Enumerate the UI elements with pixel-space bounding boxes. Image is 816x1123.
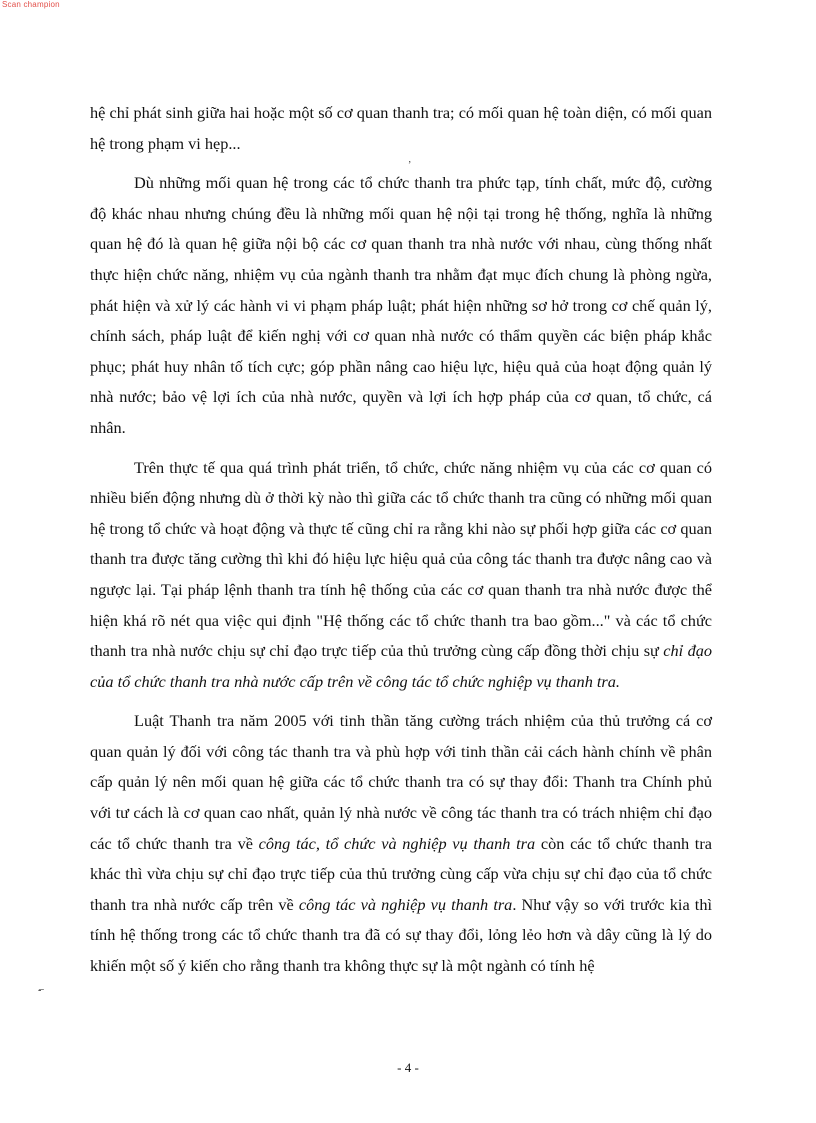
scan-speck: -̶ (38, 985, 42, 996)
paragraph-text: . Như vậy so với trước kia thì tính hệ thống trong các tổ chức thanh tra đã có sự thay đổi, lỏng lẻo hơn và dây cũng là lý do khiến một số ý kiến cho rằng thanh tra không thực sự là một ngành có tính hệ (90, 894, 712, 976)
paragraph (90, 706, 712, 981)
scan-stamp: Scan champion (2, 0, 60, 9)
paragraph-text: Trên thực tế qua quá trình phát triển, tổ chức, chức năng nhiệm vụ của các cơ quan có nhiều biến động nhưng dù ở thời kỳ nào thì giữa các tổ chức thanh tra cũng có những mối quan hệ trong tổ chức và hoạt động và thực tế cũng chỉ ra rằng khi nào sự phối hợp giữa các cơ quan thanh tra được tăng cường thì khi đó hiệu lực hiệu quả của công tác thanh tra được nâng cao và ngược lại. Tại pháp lệnh thanh tra tính hệ thống của các cơ quan thanh tra nhà nước được thể hiện khá rõ nét qua việc qui định "Hệ thống các tổ chức thanh tra bao gồm..." và các tổ chức thanh tra nhà nước chịu sự chỉ đạo trực tiếp của thủ trưởng cùng cấp đồng thời chịu sự (90, 457, 712, 661)
page-number: - 4 - (397, 1060, 419, 1075)
paragraph (90, 453, 712, 698)
paragraph-emphasis: công tác và nghiệp vụ thanh tra (298, 894, 513, 914)
document-body (90, 98, 712, 982)
paragraph-text: còn các tổ chức thanh tra khác thì vừa chịu sự chỉ đạo trực tiếp của thủ trưởng cùng cấp vừa chịu sự chỉ đạo của tổ chức thanh tra nhà nước cấp trên về (90, 833, 712, 914)
paragraph-emphasis: chỉ đạo của tổ chức thanh tra nhà nước cấp trên về công tác tổ chức nghiệp vụ thanh tra. (90, 641, 713, 691)
paragraph: Dù những mối quan hệ trong các tổ chức thanh tra phức tạp, tính chất, mức độ, cường độ khác nhau nhưng chúng đều là những mối quan hệ nội tại trong hệ thống, nghĩa là những quan hệ đó là quan hệ giữa nội bộ các cơ quan thanh tra nhà nước với nhau, cùng thống nhất thực hiện chức năng, nhiệm vụ của ngành thanh tra nhằm đạt mục đích chung là phòng ngừa, phát hiện và xử lý các hành vi vi phạm pháp luật; phát hiện những sơ hở trong cơ chế quản lý, chính sách, pháp luật để kiến nghị với cơ quan nhà nước có thẩm quyền các biện pháp khắc phục; phát huy nhân tố tích cực; góp phần nâng cao hiệu lực, hiệu quả của hoạt động quản lý nhà nước; bảo vệ lợi ích của nhà nước, quyền và lợi ích hợp pháp của cơ quan, tổ chức, cá nhân. (90, 173, 712, 437)
paragraph: hệ chỉ phát sinh giữa hai hoặc một số cơ quan thanh tra; có mối quan hệ toàn diện, có mối quan hệ trong phạm vi hẹp... (90, 103, 712, 153)
scan-speck: ʼ (408, 160, 412, 171)
paragraph-emphasis: công tác, tổ chức và nghiệp vụ thanh tra (258, 833, 536, 853)
paragraph-text: Luật Thanh tra năm 2005 với tinh thần tăng cường trách nhiệm của thủ trưởng cá cơ quan quản lý đối với công tác thanh tra và phù hợp với tinh thần cải cách hành chính về phân cấp quản lý nên mối quan hệ giữa các tổ chức thanh tra có sự thay đổi: Thanh tra Chính phủ với tư cách là cơ quan cao nhất, quản lý nhà nước về công tác thanh tra có trách nhiệm chỉ đạo các tổ chức thanh tra về (90, 711, 712, 853)
